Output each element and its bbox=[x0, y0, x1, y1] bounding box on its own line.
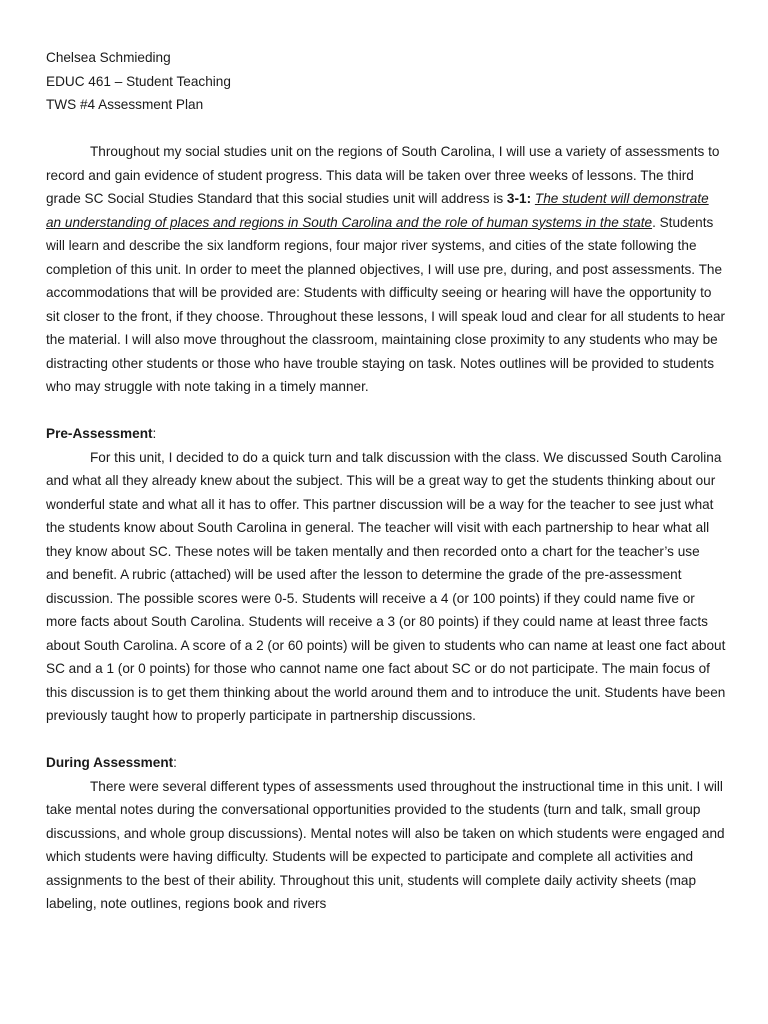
spacer bbox=[46, 399, 726, 423]
standard-code: 3-1 bbox=[506, 191, 527, 206]
author-name: Chelsea Schmieding bbox=[46, 50, 171, 65]
standard-separator: : bbox=[526, 191, 535, 206]
course-title: EDUC 461 – Student Teaching bbox=[46, 73, 231, 89]
intro-paragraph bbox=[46, 140, 726, 399]
document-header bbox=[46, 46, 726, 117]
pre-assessment-heading-text: Pre-Assessment bbox=[46, 426, 153, 441]
during-assessment-heading-text: During Assessment bbox=[46, 755, 174, 770]
intro-text-before: Throughout my social studies unit on the regions of South Carolina, I will use a variety of assessments to record and gain evidence of student progress. This data will be taken over three weeks of lessons. The third grade SC Social Studies Standard that this social studies unit will address is bbox=[46, 144, 720, 206]
pre-assessment-paragraph: For this unit, I decided to do a quick turn and talk discussion with the class. We discussed South Carolina and what all they already knew about the subject. This will be a great way to get the students thinking about our wonderful state and what all it has to offer. This partner discussion will be a way for the teacher to see just what the students know about South Carolina in general. The teacher will visit with each partnership to hear what all they know about SC. These notes will be taken mentally and then recorded onto a chart for the teacher’s use and benefit. A rubric (attached) will be used after the lesson to determine the grade of the pre-assessment discussion. The possible scores were 0-5. Students will receive a 4 (or 100 points) if they could name five or more facts about South Carolina. Students will receive a 3 (or 80 points) if they could name at least three facts about South Carolina. A score of a 2 (or 60 points) will be given to students who can name at least one fact about SC and a 1 (or 0 points) for those who cannot name one fact about SC or do not participate. The main focus of this discussion is to get them thinking about the world around them and to introduce the unit. Students have been previously taught how to properly participate in partnership discussions. bbox=[46, 449, 726, 723]
during-assessment-heading bbox=[46, 751, 726, 775]
during-assessment-heading-colon: : bbox=[173, 755, 177, 770]
document-title: TWS #4 Assessment Plan bbox=[46, 97, 204, 112]
intro-text-after: . Students will learn and describe the six landform regions, four major river systems, and cities of the state following the completion of this unit. In order to meet the planned objectives, I will use pre, during, and post assessments. The accommodations that will be provided are: Students with difficulty seeing or hearing will have the opportunity to sit closer to the front, if they choose. Throughout these lessons, I will speak loud and clear for all students to hear the material. I will also move throughout the classroom, maintaining close proximity to any students who may be distracting other students or those who have trouble staying on task. Notes outlines will be provided to students who may struggle with note taking in a timely manner. bbox=[46, 214, 726, 394]
pre-assessment-heading bbox=[46, 422, 726, 446]
pre-assessment-heading-colon: : bbox=[152, 426, 157, 441]
spacer bbox=[46, 117, 726, 141]
standard-text: The student will demonstrate an understanding of places and regions in South Carolina and the role of human systems in the state bbox=[46, 191, 709, 230]
spacer bbox=[46, 728, 726, 752]
document-page bbox=[46, 46, 726, 916]
during-assessment-paragraph: There were several different types of assessments used throughout the instructional time in this unit. I will take mental notes during the conversational opportunities provided to the students (turn and talk, small group discussions, and whole group discussions). Mental notes will also be taken on which students were engaged and which students were having difficulty. Students will be expected to participate and complete all activities and assignments to the best of their ability. Throughout this unit, students will complete daily activity sheets (map labeling, note outlines, regions book and rivers bbox=[46, 778, 725, 911]
